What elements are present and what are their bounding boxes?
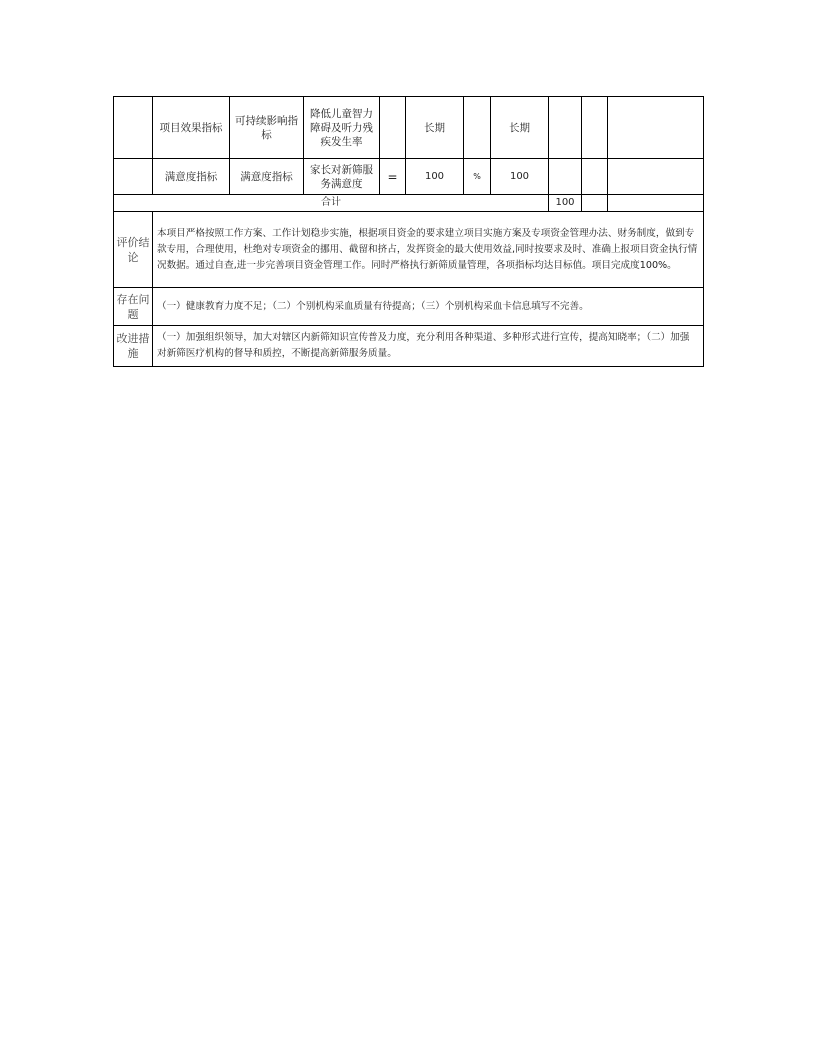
cell-operator: = — [380, 159, 406, 195]
measures-text: （一）加强组织领导，加大对辖区内新筛知识宣传普及力度，充分利用各种渠道、多种形式进行宣传，提高知晓率；（二）加强对新筛医疗机构的督导和质控，不断提高新筛服务质量。 — [153, 326, 704, 367]
cell-indicator-content: 家长对新筛服务满意度 — [304, 159, 380, 195]
conclusion-label: 评价结论 — [114, 212, 153, 288]
cell-secondary-indicator: 项目效果指标 — [153, 97, 230, 159]
conclusion-text: 本项目严格按照工作方案、工作计划稳步实施，根据项目资金的要求建立项目实施方案及专项资金管理办法、财务制度，做到专款专用，合理使用，杜绝对专项资金的挪用、截留和挤占，发挥资金的最大使用效益,同时按要求及时、准确上报项目资金执行情况数据。通过自查,进一步完善项目资金管理工作。同时严格执行新筛质量管理，各项指标均达目标值。项目完成度100%。 — [153, 212, 704, 288]
table-row-measures — [114, 326, 704, 367]
cell-weight — [549, 159, 582, 195]
table-row-total — [114, 195, 704, 212]
table-row-satisfaction-indicator — [114, 159, 704, 195]
cell-actual-value: 100 — [491, 159, 549, 195]
cell-target-value: 100 — [406, 159, 464, 195]
cell-tertiary-indicator: 满意度指标 — [230, 159, 304, 195]
cell-primary-indicator — [114, 159, 153, 195]
cell-primary-indicator — [114, 97, 153, 159]
cell-tertiary-indicator: 可持续影响指标 — [230, 97, 304, 159]
cell-secondary-indicator: 满意度指标 — [153, 159, 230, 195]
measures-label: 改进措施 — [114, 326, 153, 367]
table-row-conclusion — [114, 212, 704, 288]
total-score: 100 — [549, 195, 582, 212]
cell-remark — [608, 159, 704, 195]
cell-target-value: 长期 — [406, 97, 464, 159]
cell-unit — [464, 97, 491, 159]
cell-score — [582, 159, 608, 195]
total-label: 合计 — [114, 195, 549, 212]
total-blank-cell — [582, 195, 608, 212]
evaluation-table-page — [113, 96, 703, 367]
cell-actual-value: 长期 — [491, 97, 549, 159]
table-row-problems — [114, 288, 704, 326]
cell-score — [582, 97, 608, 159]
cell-unit: % — [464, 159, 491, 195]
cell-remark — [608, 97, 704, 159]
table-row-effect-indicator — [114, 97, 704, 159]
cell-indicator-content: 降低儿童智力障碍及听力残疾发生率 — [304, 97, 380, 159]
total-remark-cell — [608, 195, 704, 212]
problems-label: 存在问题 — [114, 288, 153, 326]
performance-evaluation-table — [113, 96, 704, 367]
problems-text: （一）健康教育力度不足；（二）个别机构采血质量有待提高；（三）个别机构采血卡信息填写不完善。 — [153, 288, 704, 326]
cell-operator — [380, 97, 406, 159]
cell-weight — [549, 97, 582, 159]
